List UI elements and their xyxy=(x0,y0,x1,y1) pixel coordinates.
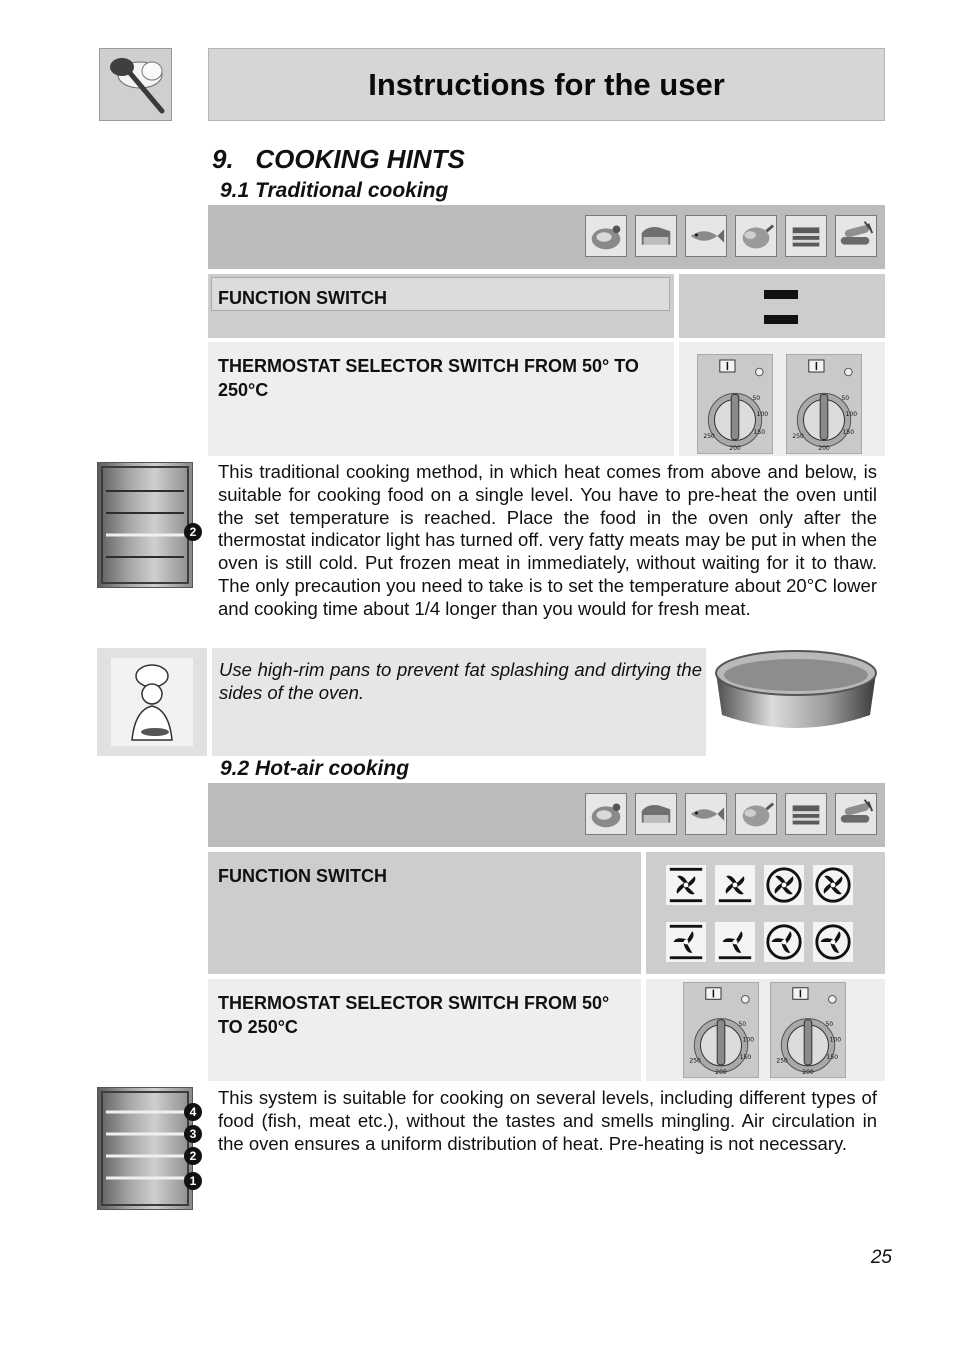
dial-temperature-label: 100 xyxy=(845,411,858,418)
traditional-cooking-title: 9.1 Traditional cooking xyxy=(220,179,449,202)
dial-temperature-label: 50 xyxy=(841,395,850,402)
dial-temperature-label: 200 xyxy=(802,1069,814,1077)
thermostat-dial-graphic xyxy=(770,982,846,1078)
dial-temperature-label: 250 xyxy=(776,1057,788,1065)
fan-function-icons xyxy=(666,864,880,966)
bottom-fan-icon xyxy=(715,864,757,911)
shelf-level-badge: 4 xyxy=(184,1103,202,1121)
shelf-level-badge: 1 xyxy=(184,1172,202,1190)
thermostat-dial-graphic xyxy=(683,982,759,1078)
bread-icon xyxy=(635,215,677,257)
firewood-icon xyxy=(835,793,877,835)
function-switch-label: FUNCTION SWITCH xyxy=(218,866,387,886)
chef-logo xyxy=(99,48,172,121)
fish-icon xyxy=(685,215,727,257)
page-header-title: Instructions for the user xyxy=(368,66,725,102)
dial-temperature-label: 250 xyxy=(703,433,715,440)
oven-multi-shelf-image xyxy=(97,1087,193,1210)
spoon-chef-hat-icon xyxy=(100,49,171,120)
function-switch-label: FUNCTION SWITCH xyxy=(218,288,387,308)
dial-temperature-label: 150 xyxy=(739,1053,752,1061)
thermostat-dial-graphic xyxy=(697,354,773,454)
chicken-icon xyxy=(735,793,777,835)
shelf-level-badge: 2 xyxy=(184,523,202,541)
oven-rack-icon xyxy=(98,1088,192,1209)
dial-temperature-label: 50 xyxy=(752,395,761,402)
fish-icon xyxy=(685,793,727,835)
top-bottom-heat-icon xyxy=(763,288,799,326)
traditional-description: This traditional cooking method, in which heat comes from above and below, is suitable for cooking food on a single level. You have to pre-heat the oven until the set temperature is reached. Place the food in the oven only after the thermostat indicator light has turned off. very fatty meats may be put in when the oven is still cold. Put frozen meat in immediately, without waiting for it to thaw. The only precaution you need to take is to set the temperature about 20°C lower and cooking time about 1/4 longer than you would for fresh meat. xyxy=(218,461,877,619)
thermostat-dial-cell xyxy=(646,979,885,1081)
thermostat-label: THERMOSTAT SELECTOR SWITCH FROM 50° TO 250°C xyxy=(218,993,610,1037)
top-three-blade-fan-icon xyxy=(666,921,708,968)
function-switch-cell xyxy=(208,852,641,974)
thermostat-cell xyxy=(208,979,641,1081)
dial-temperature-label: 200 xyxy=(729,445,741,452)
dial-temperature-label: 200 xyxy=(715,1069,727,1077)
food-icon-row xyxy=(585,215,877,257)
thermostat-dial-graphic xyxy=(786,354,862,454)
firewood-icon xyxy=(835,215,877,257)
dial-temperature-label: 100 xyxy=(742,1036,755,1044)
ring-three-blade-fan-icon xyxy=(764,921,806,968)
thermostat-label: THERMOSTAT SELECTOR SWITCH FROM 50° TO 250°C xyxy=(218,356,639,400)
thermostat-dial xyxy=(697,354,773,459)
circle-three-blade-fan-icon xyxy=(813,921,855,968)
section-title: 9. COOKING HINTS xyxy=(212,144,465,174)
dial-temperature-label: 100 xyxy=(756,411,769,418)
shelf-level-badge: 3 xyxy=(184,1125,202,1143)
cake-icon xyxy=(785,793,827,835)
header-title-bar xyxy=(208,48,885,121)
thermostat-dial xyxy=(770,982,846,1083)
chef-icon xyxy=(97,648,207,756)
chicken-icon xyxy=(735,215,777,257)
cake-icon xyxy=(785,215,827,257)
dial-temperature-label: 150 xyxy=(753,429,766,436)
thermostat-dial xyxy=(683,982,759,1083)
fan-symbols-cell xyxy=(646,852,885,974)
hot-air-description: This system is suitable for cooking on several levels, including different types of food (fish, meat etc.), without the tastes and smells mingling. Air circulation in the oven ensures a uniform distribution of heat. Pre-heating is not necessary. xyxy=(218,1087,877,1154)
ring-fan-icon xyxy=(764,864,806,911)
oven-shelf-image xyxy=(97,462,193,588)
food-icon-row xyxy=(585,793,877,835)
bread-icon xyxy=(635,793,677,835)
dial-temperature-label: 50 xyxy=(738,1021,747,1029)
hot-air-cooking-title: 9.2 Hot-air cooking xyxy=(220,757,410,780)
high-rim-pan-image xyxy=(712,645,880,735)
tip-text: Use high-rim pans to prevent fat splashing and dirtying the sides of the oven. xyxy=(219,659,702,703)
dial-temperature-label: 250 xyxy=(689,1057,701,1065)
oven-rack-icon xyxy=(98,463,192,587)
food-band-traditional xyxy=(208,205,885,269)
thermostat-cell xyxy=(208,342,674,456)
shelf-level-badge: 2 xyxy=(184,1147,202,1165)
thermostat-dial xyxy=(786,354,862,459)
food-band-hot-air xyxy=(208,783,885,847)
circulating-fan-icon xyxy=(813,864,855,911)
chef-tip-image xyxy=(97,648,207,756)
function-switch-cell xyxy=(208,274,674,338)
dial-temperature-label: 150 xyxy=(826,1053,839,1061)
bottom-three-blade-fan-icon xyxy=(715,921,757,968)
function-symbol-cell xyxy=(679,274,885,338)
tip-box xyxy=(212,648,706,756)
dial-temperature-label: 100 xyxy=(829,1036,842,1044)
dial-temperature-label: 200 xyxy=(818,445,830,452)
thermostat-dial-cell xyxy=(679,342,885,456)
ham-icon xyxy=(585,215,627,257)
dial-temperature-label: 150 xyxy=(842,429,855,436)
page-number: 25 xyxy=(870,1247,892,1268)
top-bottom-fan-icon xyxy=(666,864,708,911)
dial-temperature-label: 50 xyxy=(825,1021,834,1029)
ham-icon xyxy=(585,793,627,835)
dial-temperature-label: 250 xyxy=(792,433,804,440)
